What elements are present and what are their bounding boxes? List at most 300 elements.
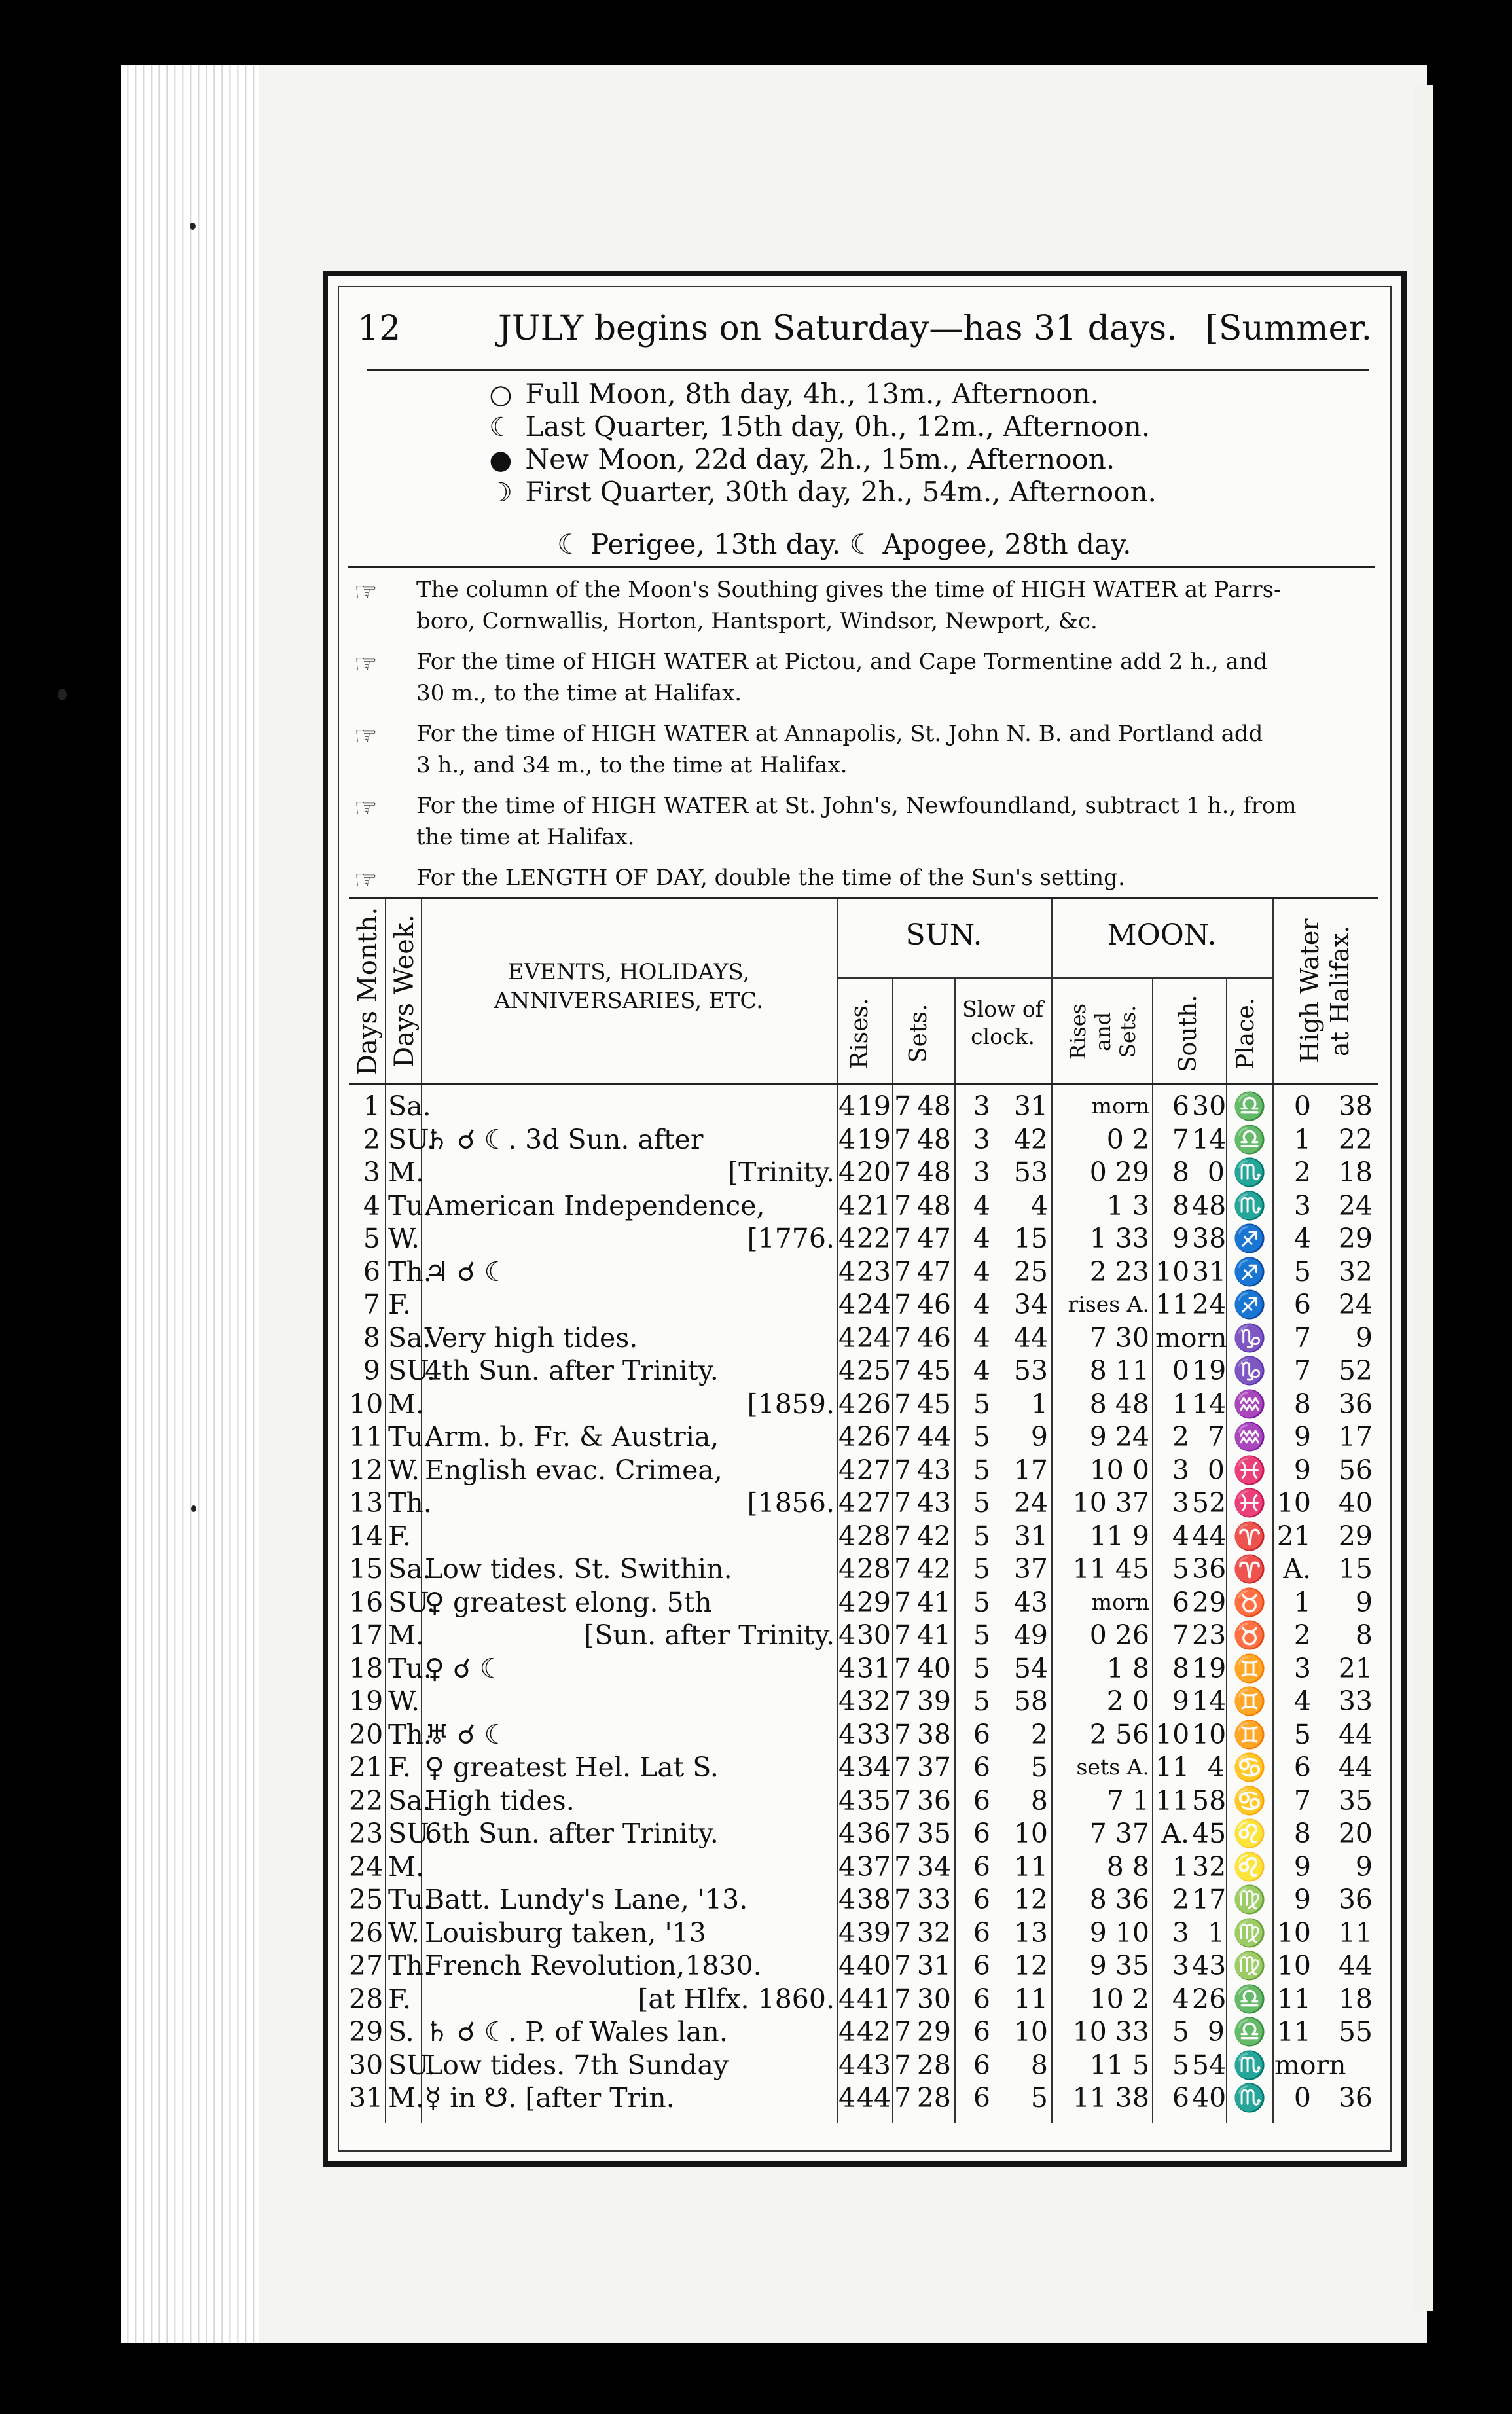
sun-rise-hour: 4 <box>838 1818 856 1849</box>
moon-south-minute: 40 <box>1192 2082 1227 2114</box>
high-water-minute: 38 <box>1338 1090 1373 1122</box>
sun-rise-minute: 27 <box>856 1454 891 1486</box>
sun-rise-hour: 4 <box>838 1553 856 1585</box>
sun-rise-hour: 4 <box>838 1487 856 1519</box>
high-water-minute: 20 <box>1338 1818 1373 1849</box>
moon-place-sign: ♋ <box>1233 1752 1267 1783</box>
moon-place-sign: ♐ <box>1233 1255 1267 1288</box>
sun-rise-hour: 4 <box>838 1090 856 1122</box>
table-row <box>349 2015 1378 2048</box>
perigee-apogee: ☾ Perigee, 13th day. ☾ Apogee, 28th day. <box>557 528 1132 560</box>
event-text: Batt. Lundy's Lane, '13. <box>425 1884 748 1915</box>
event-text: ♄ ☌ ☾. P. of Wales lan. <box>425 2016 728 2047</box>
day-of-month: 4 <box>363 1189 380 1221</box>
sun-rise-hour: 4 <box>838 1983 856 2015</box>
sun-set-minute: 46 <box>916 1322 951 1354</box>
day-of-month: 14 <box>349 1520 384 1552</box>
note-line: The column of the Moon's Southing gives the time of HIGH WATER at Parrs- <box>416 577 1282 603</box>
table-row <box>349 1784 1378 1817</box>
sun-rise-minute: 34 <box>856 1752 891 1783</box>
moon-place-sign: ♊ <box>1233 1685 1267 1717</box>
moon-south-hour: 6 <box>1172 1090 1189 1122</box>
day-of-week: Th. <box>388 1487 432 1519</box>
moon-place-sign: ♈ <box>1233 1553 1267 1585</box>
table-row <box>349 1817 1378 1850</box>
new-moon-icon: ● <box>489 445 513 475</box>
event-text: ♀ ☌ ☾ <box>425 1652 504 1684</box>
sun-set-minute: 48 <box>916 1123 951 1155</box>
sun-set-hour: 7 <box>894 1322 912 1354</box>
events-header-line: EVENTS, HOLIDAYS, <box>507 959 750 985</box>
table-row <box>349 1156 1378 1189</box>
sun-set-hour: 7 <box>894 1255 912 1288</box>
moon-rise-set: 1 8 <box>1106 1652 1149 1684</box>
moon-place-sign: ♌ <box>1233 1818 1267 1849</box>
note-line: For the time of HIGH WATER at Pictou, and Cape Tormentine add 2 h., and <box>416 649 1268 675</box>
high-water-hour: 11 <box>1276 2016 1311 2047</box>
event-text: ♃ ☌ ☾ <box>425 1255 509 1288</box>
sun-rise-minute: 32 <box>856 1685 891 1717</box>
sun-rise-hour: 4 <box>838 1619 856 1651</box>
sun-rise-minute: 43 <box>856 2049 891 2081</box>
note-line: boro, Cornwallis, Horton, Hantsport, Windsor, Newport, &c. <box>416 608 1098 634</box>
day-of-week: Th. <box>388 1718 432 1750</box>
sun-rise-minute: 39 <box>856 1917 891 1949</box>
moon-rise-set: 10 37 <box>1072 1487 1149 1519</box>
moon-south-minute: 23 <box>1192 1619 1227 1651</box>
moon-rise-set: 10 33 <box>1072 2016 1149 2047</box>
high-water-minute: 52 <box>1338 1355 1373 1386</box>
event-text: ♀ greatest elong. 5th <box>425 1586 712 1618</box>
high-water-minute: 29 <box>1338 1520 1373 1552</box>
sun-rise-hour: 4 <box>838 1520 856 1552</box>
clock-slow-minute: 5 <box>973 1520 990 1552</box>
event-text: ☿ in ☋. [after Trin. <box>425 2082 675 2114</box>
moon-phase-text: First Quarter, 30th day, 2h., 54m., Afternoon. <box>525 476 1157 508</box>
day-of-week: Sa. <box>388 1322 431 1354</box>
note-line: the time at Halifax. <box>416 824 635 850</box>
sun-set-hour: 7 <box>894 1388 912 1420</box>
clock-slow-second: 44 <box>1013 1322 1048 1354</box>
moon-south-minute: 54 <box>1192 2049 1227 2081</box>
clock-slow-second: 9 <box>1030 1421 1048 1452</box>
day-of-week: Sa. <box>388 1784 431 1816</box>
event-text: Low tides. 7th Sunday <box>425 2049 729 2081</box>
clock-slow-minute: 5 <box>973 1685 990 1717</box>
moon-rise-set: 7 37 <box>1089 1818 1149 1849</box>
note-line: For the LENGTH OF DAY, double the time of the Sun's setting. <box>416 865 1125 891</box>
moon-rise-set: 1 3 <box>1106 1189 1149 1221</box>
sun-rise-minute: 23 <box>856 1255 891 1288</box>
sun-set-hour: 7 <box>894 1884 912 1915</box>
high-water-minute: 56 <box>1338 1454 1373 1486</box>
clock-slow-minute: 6 <box>973 1917 990 1949</box>
moon-south-hour: 8 <box>1172 1652 1189 1684</box>
sun-rise-minute: 35 <box>856 1784 891 1816</box>
day-of-week: Th. <box>388 1950 432 1981</box>
day-of-week: M. <box>388 1850 425 1883</box>
day-of-week: W. <box>388 1917 420 1949</box>
table-row <box>349 2081 1378 2114</box>
sun-set-minute: 29 <box>916 2016 951 2047</box>
day-of-month: 12 <box>349 1454 384 1486</box>
sun-rise-minute: 29 <box>856 1586 891 1618</box>
sun-rise-hour: 4 <box>838 1917 856 1949</box>
sun-rise-minute: 28 <box>856 1553 891 1585</box>
moon-south-minute: 14 <box>1192 1388 1227 1420</box>
sun-set-hour: 7 <box>894 1619 912 1651</box>
moon-south-hour: 5 <box>1172 1553 1189 1585</box>
days-week-header: Days Week. <box>389 914 420 1068</box>
moon-rise-set: 8 8 <box>1106 1850 1149 1883</box>
day-of-month: 7 <box>363 1289 380 1320</box>
clock-slow-second: 1 <box>1030 1388 1048 1420</box>
sun-sets-header: Sets. <box>905 1003 932 1064</box>
sun-header: SUN. <box>905 918 982 952</box>
high-water-hour: 10 <box>1276 1950 1311 1981</box>
clock-slow-second: 10 <box>1013 1818 1048 1849</box>
sun-set-hour: 7 <box>894 1685 912 1717</box>
sun-set-hour: 7 <box>894 1189 912 1221</box>
clock-slow-minute: 4 <box>973 1289 990 1320</box>
sun-set-minute: 28 <box>916 2082 951 2114</box>
sun-set-minute: 39 <box>916 1685 951 1717</box>
high-water-minute: 18 <box>1338 1983 1373 2015</box>
high-water-hour: 1 <box>1293 1586 1311 1618</box>
high-water-minute: 44 <box>1338 1752 1373 1783</box>
high-water-hour: 2 <box>1293 1619 1311 1651</box>
moon-phase-text: Full Moon, 8th day, 4h., 13m., Afternoon. <box>525 378 1099 410</box>
high-water-hour: 1 <box>1293 1123 1311 1155</box>
clock-slow-minute: 6 <box>973 1884 990 1915</box>
clock-slow-minute: 4 <box>973 1223 990 1254</box>
clock-slow-minute: 5 <box>973 1586 990 1618</box>
sun-rise-hour: 4 <box>838 1718 856 1750</box>
sun-rise-hour: 4 <box>838 1388 856 1420</box>
high-water-minute: 15 <box>1338 1553 1373 1585</box>
clock-slow-second: 12 <box>1013 1884 1048 1915</box>
moon-rises-sets-header: Rises and Sets. <box>1066 1003 1140 1060</box>
pointing-hand-icon: ☞ <box>354 577 378 607</box>
moon-rise-set: morn <box>1091 1093 1149 1119</box>
moon-south-minute: 26 <box>1192 1983 1227 2015</box>
page-number: 12 <box>357 309 401 348</box>
moon-south-minute: 29 <box>1192 1586 1227 1618</box>
high-water-minute: 18 <box>1338 1157 1373 1188</box>
table-row <box>349 1850 1378 1883</box>
sun-rise-minute: 40 <box>856 1950 891 1981</box>
sun-set-minute: 45 <box>916 1355 951 1386</box>
moon-place-sign: ♎ <box>1233 2016 1267 2047</box>
day-of-week: Tu. <box>388 1884 432 1915</box>
day-of-week: W. <box>388 1685 420 1717</box>
clock-slow-minute: 4 <box>973 1189 990 1221</box>
sun-set-hour: 7 <box>894 1223 912 1254</box>
sun-rise-hour: 4 <box>838 2016 856 2047</box>
table-row <box>349 1090 1378 1123</box>
day-of-month: 13 <box>349 1487 384 1519</box>
moon-rise-set: 8 36 <box>1089 1884 1149 1915</box>
moon-phase-row <box>485 378 1270 410</box>
moon-south-hour: 6 <box>1172 2082 1189 2114</box>
sun-set-hour: 7 <box>894 1123 912 1155</box>
moon-rise-set: 11 38 <box>1072 2082 1149 2114</box>
moon-south-hour: 3 <box>1172 1917 1189 1949</box>
moon-phases <box>485 378 1270 509</box>
day-of-week: SU. <box>388 1818 435 1849</box>
clock-slow-second: 31 <box>1013 1520 1048 1552</box>
high-water-minute: 8 <box>1355 1619 1373 1651</box>
sun-rise-hour: 4 <box>838 1289 856 1320</box>
day-of-week: F. <box>388 1752 412 1783</box>
day-of-month: 21 <box>349 1752 384 1783</box>
day-of-week: SU. <box>388 1355 435 1386</box>
sun-set-minute: 41 <box>916 1586 951 1618</box>
table-row <box>349 1255 1378 1288</box>
high-water-hour: A. <box>1283 1553 1311 1585</box>
sun-rise-hour: 4 <box>838 1884 856 1915</box>
day-of-month: 9 <box>363 1355 380 1386</box>
moon-rise-set: 9 24 <box>1089 1421 1149 1452</box>
event-text: High tides. <box>425 1784 575 1816</box>
moon-south-hour: 6 <box>1172 1586 1189 1618</box>
moon-south-minute: 38 <box>1192 1223 1227 1254</box>
moon-phase-row <box>485 476 1270 509</box>
header-bottom-rule <box>349 1083 1378 1085</box>
clock-slow-second: 13 <box>1013 1917 1048 1949</box>
table-row <box>349 1454 1378 1486</box>
tide-notes <box>354 574 1382 893</box>
clock-slow-second: 4 <box>1030 1189 1048 1221</box>
day-of-month: 18 <box>349 1652 384 1684</box>
sun-rise-minute: 37 <box>856 1850 891 1883</box>
high-water-minute: 17 <box>1338 1421 1373 1452</box>
events-header <box>421 958 837 1015</box>
sun-set-minute: 44 <box>916 1421 951 1452</box>
phases-rule <box>348 566 1375 568</box>
table-row <box>349 1520 1378 1553</box>
moon-phase-text: Last Quarter, 15th day, 0h., 12m., Afternoon. <box>525 410 1151 442</box>
moon-place-sign: ♏ <box>1233 2082 1267 2114</box>
scan-speck <box>191 1505 196 1512</box>
sun-rise-minute: 30 <box>856 1619 891 1651</box>
high-water-minute: 36 <box>1338 1388 1373 1420</box>
sun-set-minute: 31 <box>916 1950 951 1981</box>
sun-set-minute: 32 <box>916 1917 951 1949</box>
full-moon-icon: ○ <box>489 380 513 410</box>
moon-south-minute: 1 <box>1207 1917 1225 1949</box>
sun-rise-hour: 4 <box>838 1652 856 1684</box>
moon-place-sign: ♑ <box>1233 1355 1267 1386</box>
day-of-month: 5 <box>363 1223 380 1254</box>
clock-slow-second: 10 <box>1013 2016 1048 2047</box>
moon-place-sign: ♎ <box>1233 1090 1267 1122</box>
high-water-hour: morn <box>1274 2049 1346 2081</box>
sun-set-hour: 7 <box>894 1586 912 1618</box>
sun-rises-header: Rises. <box>846 998 873 1070</box>
day-of-week: SU. <box>388 2049 435 2081</box>
events-header-line: ANNIVERSARIES, ETC. <box>494 988 763 1014</box>
sun-set-hour: 7 <box>894 2016 912 2047</box>
event-text: [Trinity. <box>728 1157 835 1188</box>
moon-place-sign: ♏ <box>1233 1157 1267 1188</box>
clock-slow-second: 17 <box>1013 1454 1048 1486</box>
high-water-minute: 11 <box>1338 1917 1373 1949</box>
moon-south-minute: 58 <box>1192 1784 1227 1816</box>
clock-slow-minute: 6 <box>973 1818 990 1849</box>
sun-rise-minute: 41 <box>856 1983 891 2015</box>
sun-rise-hour: 4 <box>838 1784 856 1816</box>
clock-slow-minute: 4 <box>973 1355 990 1386</box>
table-row <box>349 1586 1378 1619</box>
day-of-week: M. <box>388 1619 425 1651</box>
last-quarter-icon: ☾ <box>489 412 513 442</box>
high-water-minute: 24 <box>1338 1189 1373 1221</box>
sun-set-hour: 7 <box>894 1289 912 1320</box>
high-water-header: High Water at Halifax. <box>1295 918 1354 1064</box>
moon-south-minute: 7 <box>1207 1421 1225 1452</box>
event-text: [1776. <box>747 1223 835 1254</box>
day-of-month: 1 <box>363 1090 380 1122</box>
moon-rise-set: 0 26 <box>1089 1619 1149 1651</box>
moon-rise-set: 11 45 <box>1072 1553 1149 1585</box>
day-of-month: 8 <box>363 1322 380 1354</box>
sun-rise-hour: 4 <box>838 1586 856 1618</box>
day-of-week: F. <box>388 1289 412 1320</box>
sun-set-hour: 7 <box>894 1983 912 2015</box>
high-water-hour: 7 <box>1293 1355 1311 1386</box>
moon-rise-set: 9 10 <box>1089 1917 1149 1949</box>
high-water-hour: 0 <box>1293 2082 1311 2114</box>
table-row <box>349 1222 1378 1255</box>
moon-place-sign: ♋ <box>1233 1784 1267 1816</box>
moon-place-sign: ♈ <box>1233 1520 1267 1552</box>
clock-slow-second: 5 <box>1030 1752 1048 1783</box>
sun-set-hour: 7 <box>894 1157 912 1188</box>
clock-slow-second: 42 <box>1013 1123 1048 1155</box>
table-row <box>349 1388 1378 1420</box>
moon-south-minute: 48 <box>1192 1189 1227 1221</box>
moon-south-hour: 4 <box>1172 1983 1189 2015</box>
clock-slow-minute: 3 <box>973 1090 990 1122</box>
note-line: For the time of HIGH WATER at St. John's, Newfoundland, subtract 1 h., from <box>416 793 1297 819</box>
day-of-month: 11 <box>349 1421 384 1452</box>
sun-rise-minute: 42 <box>856 2016 891 2047</box>
table-row <box>349 1751 1378 1784</box>
moon-south-hour: 7 <box>1172 1619 1189 1651</box>
moon-place-sign: ♊ <box>1233 1652 1267 1684</box>
moon-rise-set: 8 11 <box>1089 1355 1149 1386</box>
moon-south-hour: 9 <box>1172 1223 1189 1254</box>
high-water-minute: 22 <box>1338 1123 1373 1155</box>
high-water-minute: 32 <box>1338 1255 1373 1288</box>
day-of-week: F. <box>388 1983 412 2015</box>
day-of-month: 27 <box>349 1950 384 1981</box>
table-row <box>349 1718 1378 1751</box>
moon-header: MOON. <box>1107 918 1217 952</box>
table-row <box>349 1883 1378 1916</box>
moon-place-sign: ♊ <box>1233 1718 1267 1750</box>
day-of-week: Tu. <box>388 1421 432 1452</box>
moon-place-sign: ♐ <box>1233 1223 1267 1254</box>
clock-slow-minute: 5 <box>973 1619 990 1651</box>
day-of-month: 30 <box>349 2049 384 2081</box>
sun-set-minute: 28 <box>916 2049 951 2081</box>
sun-rise-minute: 44 <box>856 2082 891 2114</box>
tide-note <box>354 790 1382 853</box>
day-of-week: Sa. <box>388 1553 431 1585</box>
moon-place-sign: ♒ <box>1233 1421 1267 1452</box>
sun-rise-minute: 19 <box>856 1090 891 1122</box>
sun-set-minute: 47 <box>916 1255 951 1288</box>
clock-slow-second: 43 <box>1013 1586 1048 1618</box>
moon-rise-set: 8 48 <box>1089 1388 1149 1420</box>
pointing-hand-icon: ☞ <box>354 649 378 679</box>
table-row <box>349 1983 1378 2015</box>
calendar-table <box>349 897 1378 2123</box>
high-water-hour: 5 <box>1293 1718 1311 1750</box>
sun-rise-hour: 4 <box>838 1685 856 1717</box>
clock-slow-minute: 5 <box>973 1487 990 1519</box>
pointing-hand-icon: ☞ <box>354 721 378 751</box>
clock-slow-second: 58 <box>1013 1685 1048 1717</box>
moon-rise-set: sets A. <box>1076 1754 1149 1780</box>
moon-south-minute: 19 <box>1192 1652 1227 1684</box>
group-rule <box>837 977 1272 979</box>
table-row <box>349 1685 1378 1718</box>
clock-slow-second: 34 <box>1013 1289 1048 1320</box>
clock-slow-second: 49 <box>1013 1619 1048 1651</box>
sun-rise-hour: 4 <box>838 1355 856 1386</box>
moon-south-minute: 36 <box>1192 1553 1227 1585</box>
sun-rise-hour: 4 <box>838 1950 856 1981</box>
table-row <box>349 1288 1378 1321</box>
day-of-month: 24 <box>349 1850 384 1883</box>
sun-rise-minute: 33 <box>856 1718 891 1750</box>
sun-set-hour: 7 <box>894 1752 912 1783</box>
event-text: 4th Sun. after Trinity. <box>425 1355 719 1386</box>
sun-set-minute: 40 <box>916 1652 951 1684</box>
sun-rise-minute: 26 <box>856 1421 891 1452</box>
clock-slow-second: 12 <box>1013 1950 1048 1981</box>
scan-speck <box>190 223 196 230</box>
moon-south-minute: 0 <box>1207 1157 1225 1188</box>
sun-set-minute: 37 <box>916 1752 951 1783</box>
day-of-month: 10 <box>349 1388 384 1420</box>
sun-rise-hour: 4 <box>838 1157 856 1188</box>
clock-slow-second: 53 <box>1013 1355 1048 1386</box>
sun-set-hour: 7 <box>894 1818 912 1849</box>
moon-south-hour: 10 <box>1155 1255 1190 1288</box>
clock-slow-second: 53 <box>1013 1157 1048 1188</box>
sun-rise-hour: 4 <box>838 1189 856 1221</box>
high-water-hour: 10 <box>1276 1487 1311 1519</box>
high-water-minute: 36 <box>1338 1884 1373 1915</box>
event-text: 6th Sun. after Trinity. <box>425 1818 719 1849</box>
clock-slow-minute: 6 <box>973 2016 990 2047</box>
event-text: Low tides. St. Swithin. <box>425 1553 732 1585</box>
moon-south-minute: 32 <box>1192 1850 1227 1883</box>
moon-south-minute: 0 <box>1207 1454 1225 1486</box>
moon-south-hour: 5 <box>1172 2016 1189 2047</box>
moon-rise-set: 10 2 <box>1089 1983 1149 2015</box>
sun-rise-minute: 36 <box>856 1818 891 1849</box>
sun-set-minute: 36 <box>916 1784 951 1816</box>
sun-set-hour: 7 <box>894 1718 912 1750</box>
moon-rise-set: 0 29 <box>1089 1157 1149 1188</box>
first-quarter-icon: ☽ <box>489 478 513 508</box>
high-water-minute: 29 <box>1338 1223 1373 1254</box>
